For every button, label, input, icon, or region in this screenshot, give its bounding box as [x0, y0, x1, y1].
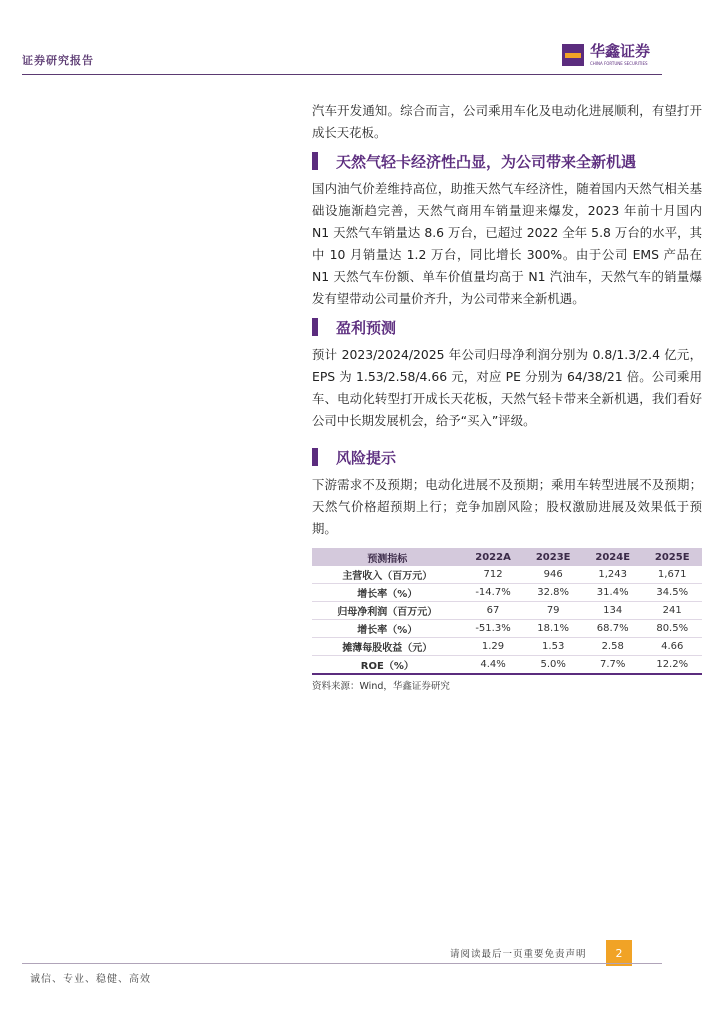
table-cell: 1,671: [642, 566, 702, 584]
table-cell: 80.5%: [642, 620, 702, 638]
table-cell: 12.2%: [642, 656, 702, 675]
section-heading-natural-gas: [312, 148, 702, 174]
table-cell: 5.0%: [523, 656, 583, 675]
table-cell: 67: [463, 602, 524, 620]
section-bar-icon: [312, 448, 318, 466]
table-cell: 2.58: [583, 638, 643, 656]
table-cell: -14.7%: [463, 584, 524, 602]
table-cell: 241: [642, 602, 702, 620]
table-cell: 4.4%: [463, 656, 524, 675]
section-text-risk: 下游需求不及预期；电动化进展不及预期；乘用车转型进展不及预期；天然气价格超预期上行；竞争加剧风险；股权激励进展及效果低于预期。: [312, 477, 702, 536]
footer-divider: [22, 963, 662, 964]
section-title: 天然气轻卡经济性凸显，为公司带来全新机遇: [336, 152, 637, 171]
section-bar-icon: [312, 152, 318, 170]
table-cell: 1.29: [463, 638, 524, 656]
row-label: 摊薄每股收益（元）: [312, 638, 463, 656]
table-cell: 7.7%: [583, 656, 643, 675]
table-source: 资料来源：Wind，华鑫证券研究: [312, 681, 450, 692]
report-type-label: 证券研究报告: [22, 54, 94, 67]
main-content: [312, 100, 702, 692]
table-cell: 134: [583, 602, 643, 620]
table-cell: -51.3%: [463, 620, 524, 638]
table-row: [312, 566, 702, 584]
table-row: [312, 656, 702, 675]
intro-paragraph: 汽车开发通知。综合而言，公司乘用车化及电动化进展顺利，有望打开成长天花板。: [312, 103, 702, 140]
table-cell: 1.53: [523, 638, 583, 656]
table-cell: 31.4%: [583, 584, 643, 602]
table-row: [312, 638, 702, 656]
table-cell: 32.8%: [523, 584, 583, 602]
table-cell: 712: [463, 566, 524, 584]
header-divider: [22, 74, 662, 75]
table-cell: 4.66: [642, 638, 702, 656]
table-header-row: [312, 548, 702, 566]
table-cell: 68.7%: [583, 620, 643, 638]
section-heading-forecast: [312, 314, 702, 340]
table-header-cell: 2025E: [642, 548, 702, 566]
forecast-table: [312, 548, 702, 675]
section-text-natural-gas: 国内油气价差维持高位，助推天然气车经济性，随着国内天然气相关基础设施渐趋完善，天然气商用车销量迎来爆发，2023 年前十月国内 N1 天然气车销量达 8.6 万台，已超过 2022 全年 5.8 万台的水平，其中 10 月销量达 1.2 万台，同比增长 300%。由于公司 EMS 产品在 N1 天然气车份额、单车价值量均高于 N1 汽油车，天然气车的销量爆发有望带动公司量价齐升，为公司带来全新机遇。: [312, 181, 702, 306]
company-logo: [562, 44, 650, 66]
table-row: [312, 602, 702, 620]
table-cell: 18.1%: [523, 620, 583, 638]
section-title: 盈利预测: [336, 318, 397, 337]
table-row: [312, 584, 702, 602]
footer-motto: 诚信、专业、稳健、高效: [30, 974, 151, 985]
table-cell: 79: [523, 602, 583, 620]
row-label: 主营收入（百万元）: [312, 566, 463, 584]
table-header-cell: 2024E: [583, 548, 643, 566]
table-header-cell: 预测指标: [312, 548, 463, 566]
table-header-cell: 2022A: [463, 548, 524, 566]
disclaimer-note: 请阅读最后一页重要免责声明: [450, 949, 587, 960]
logo-icon: [562, 44, 584, 66]
row-label: ROE（%）: [312, 656, 463, 675]
table-cell: 34.5%: [642, 584, 702, 602]
table-header-cell: 2023E: [523, 548, 583, 566]
table-cell: 1,243: [583, 566, 643, 584]
table-row: [312, 620, 702, 638]
section-bar-icon: [312, 318, 318, 336]
logo-name-en: CHINA FORTUNE SECURITIES: [590, 61, 648, 66]
section-text-forecast: 预计 2023/2024/2025 年公司归母净利润分别为 0.8/1.3/2.4 亿元，EPS 为 1.53/2.58/4.66 元，对应 PE 分别为 64/38/21 倍。公司乘用车、电动化转型打开成长天花板，天然气轻卡带来全新机遇，我们看好公司中长期发展机会，给予“买入”评级。: [312, 347, 702, 428]
logo-name-cn: 华鑫证券: [590, 42, 651, 60]
row-label: 归母净利润（百万元）: [312, 602, 463, 620]
section-title: 风险提示: [336, 448, 397, 467]
row-label: 增长率（%）: [312, 584, 463, 602]
row-label: 增长率（%）: [312, 620, 463, 638]
section-heading-risk: [312, 444, 702, 470]
table-cell: 946: [523, 566, 583, 584]
page-number: 2: [606, 940, 632, 966]
